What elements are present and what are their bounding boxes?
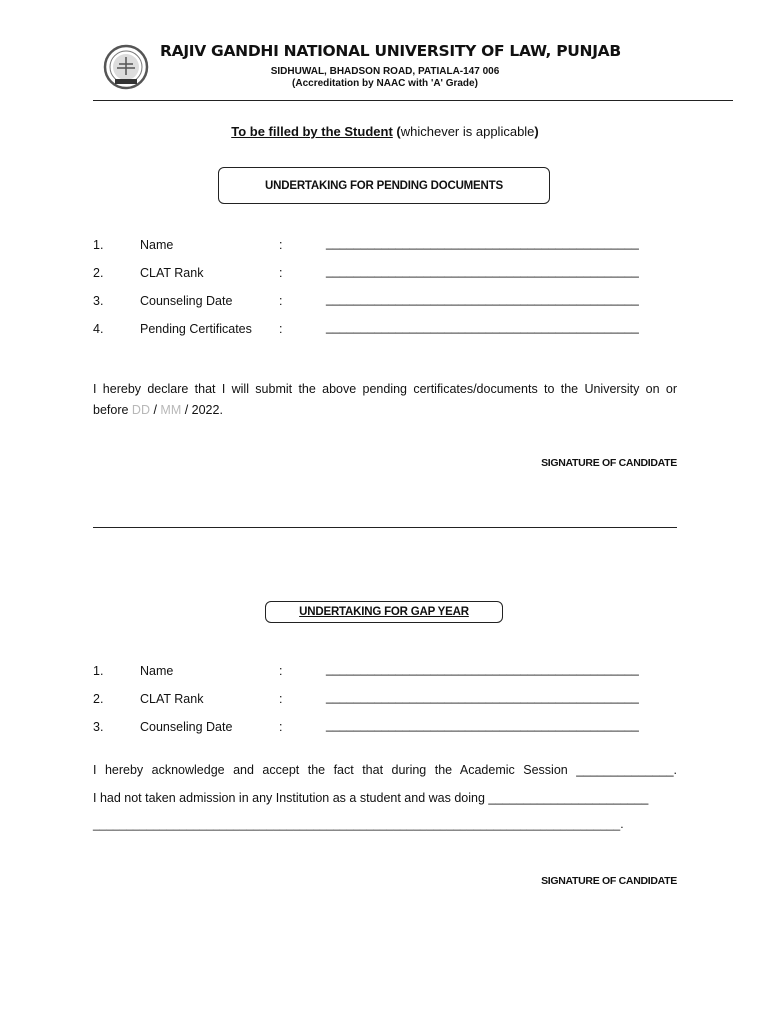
header-divider: [93, 100, 733, 101]
university-seal-icon: [103, 44, 149, 90]
field-number: 2.: [93, 692, 104, 706]
form-instruction: [93, 124, 677, 139]
university-title: RAJIV GANDHI NATIONAL UNIVERSITY OF LAW, PUNJAB: [160, 42, 621, 60]
field-number: 1.: [93, 664, 104, 678]
instruction-paren-open: (: [392, 124, 401, 139]
clat-rank-field-blank[interactable]: _____________________________________________: [326, 264, 639, 278]
field-colon: :: [279, 664, 283, 678]
field-number: 4.: [93, 322, 104, 336]
signature-of-candidate-label: SIGNATURE OF CANDIDATE: [541, 875, 677, 887]
year-text: / 2022.: [181, 403, 223, 417]
instruction-applicable: whichever is applicable: [400, 124, 535, 139]
acknowledgement-line-3[interactable]: _______________________________________________________________________________.: [93, 817, 624, 831]
field-colon: :: [279, 266, 283, 280]
field-label-clat-rank: CLAT Rank: [140, 692, 204, 706]
field-colon: :: [279, 692, 283, 706]
declaration-text: [93, 379, 677, 421]
section1-title: UNDERTAKING FOR PENDING DOCUMENTS: [265, 179, 503, 192]
month-field[interactable]: MM: [160, 403, 182, 417]
field-colon: :: [279, 294, 283, 308]
declaration-line-2: [93, 400, 677, 421]
field-number: 3.: [93, 720, 104, 734]
acknowledgement-line-2[interactable]: I had not taken admission in any Institution as a student and was doing _______________________: [93, 791, 649, 805]
declaration-line-1: I hereby declare that I will submit the above pending certificates/documents to the University on or: [93, 382, 677, 396]
field-label-name: Name: [140, 664, 174, 678]
declaration-before: before: [93, 403, 132, 417]
instruction-paren-close: ): [534, 124, 539, 139]
gap-counseling-date-field-blank[interactable]: _____________________________________________: [326, 718, 639, 732]
field-number: 3.: [93, 294, 104, 308]
section2-title: UNDERTAKING FOR GAP YEAR: [299, 606, 469, 618]
section-divider: [93, 527, 677, 528]
field-label-pending-certificates: Pending Certificates: [140, 322, 252, 336]
acknowledgement-line-1[interactable]: I hereby acknowledge and accept the fact that during the Academic Session ______________.: [93, 763, 677, 777]
field-label-counseling-date: Counseling Date: [140, 720, 233, 734]
field-colon: :: [279, 720, 283, 734]
section-title-gap-year: [265, 601, 503, 623]
pending-certificates-field-blank[interactable]: _____________________________________________: [326, 320, 639, 334]
university-address: SIDHUWAL, BHADSON ROAD, PATIALA-147 006: [270, 66, 500, 77]
day-field[interactable]: DD: [131, 403, 150, 417]
date-separator: /: [149, 403, 161, 417]
field-colon: :: [279, 238, 283, 252]
field-label-name: Name: [140, 238, 174, 252]
field-colon: :: [279, 322, 283, 336]
field-label-clat-rank: CLAT Rank: [140, 266, 204, 280]
accreditation-note: (Accreditation by NAAC with 'A' Grade): [292, 78, 478, 89]
field-number: 2.: [93, 266, 104, 280]
gap-name-field-blank[interactable]: _____________________________________________: [326, 662, 639, 676]
signature-of-candidate-label: SIGNATURE OF CANDIDATE: [541, 457, 677, 469]
counseling-date-field-blank[interactable]: _____________________________________________: [326, 292, 639, 306]
instruction-underlined: To be filled by the Student: [231, 124, 393, 139]
gap-clat-rank-field-blank[interactable]: _____________________________________________: [326, 690, 639, 704]
field-number: 1.: [93, 238, 104, 252]
name-field-blank[interactable]: _____________________________________________: [326, 236, 639, 250]
field-label-counseling-date: Counseling Date: [140, 294, 233, 308]
section-title-pending-documents: [218, 167, 550, 204]
